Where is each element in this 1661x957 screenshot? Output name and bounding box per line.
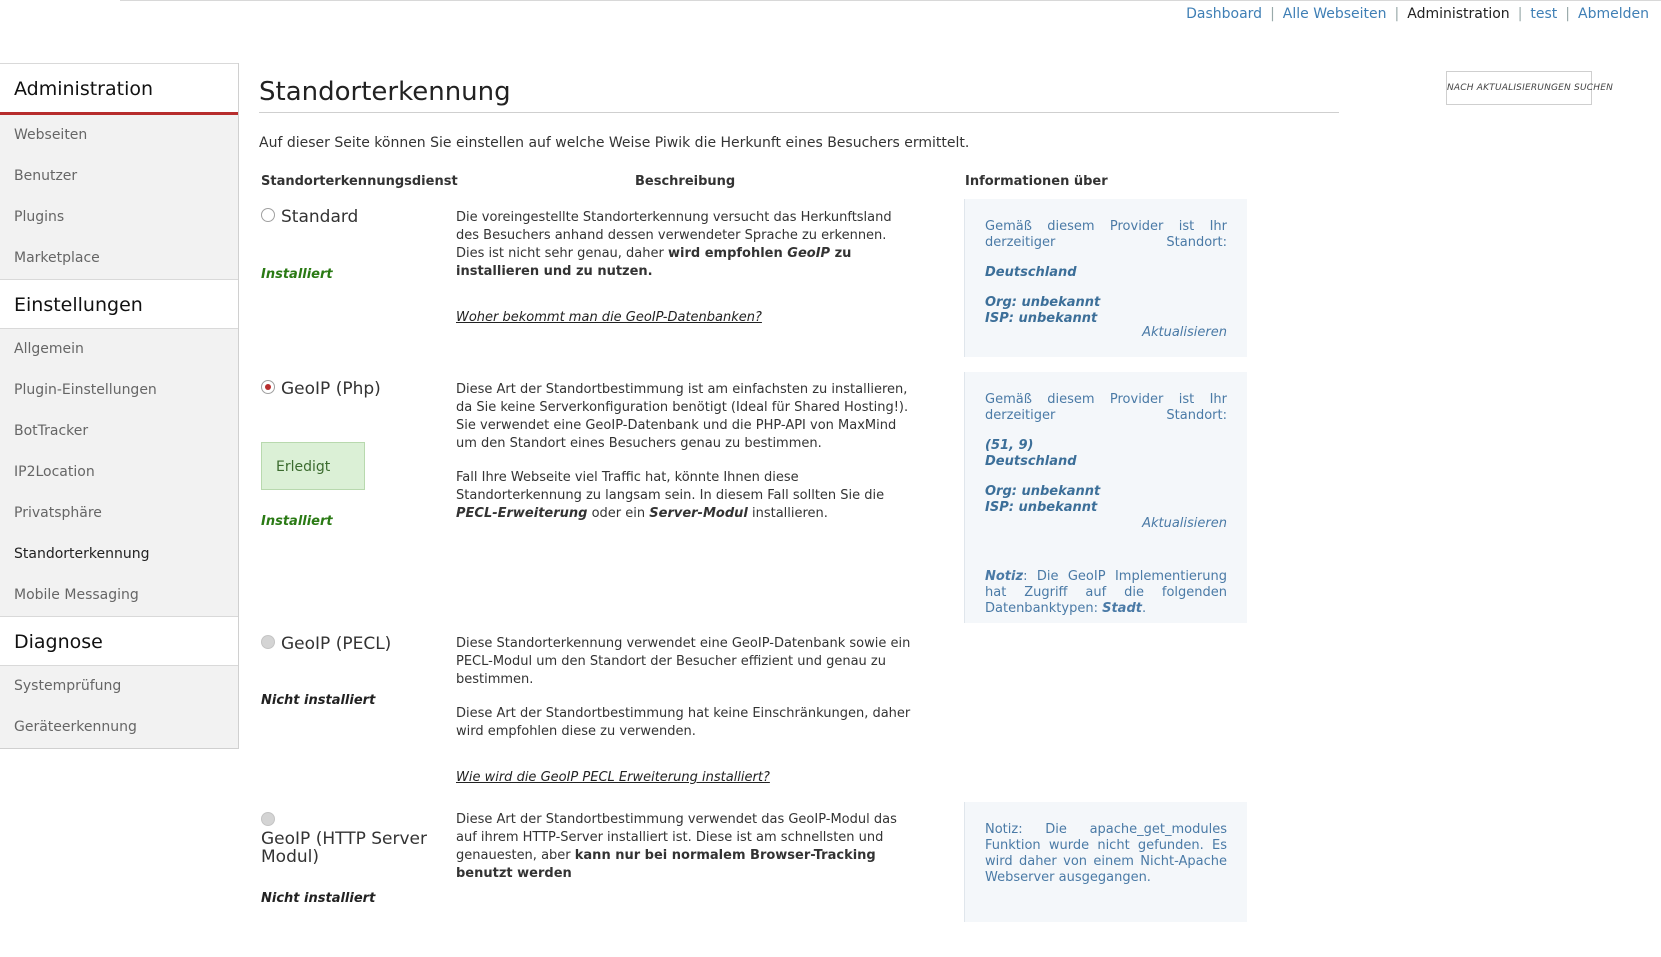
radio-geoip-pecl bbox=[261, 635, 275, 649]
info-geoip-php-country: Deutschland bbox=[985, 454, 1077, 469]
provider-geoip-server bbox=[261, 812, 431, 866]
sidebar-item-marketplace[interactable]: Marketplace bbox=[0, 238, 238, 279]
radio-geoip-server bbox=[261, 812, 275, 826]
description-geoip-php-text-1: Diese Art der Standortbestimmung ist am einfachsten zu installieren, da Sie keine Serverkonfiguration benötigt (Ideal für Shared Hosting!). Sie verwendet eine GeoIP-Datenbank und die PHP-API von MaxMind um den Standort eines Besuchers genau zu bestimmen. bbox=[456, 382, 909, 451]
geoip-pecl-install-link[interactable]: Wie wird die GeoIP PECL Erweiterung installiert? bbox=[456, 770, 770, 785]
info-geoip-php-org: Org: unbekannt bbox=[985, 484, 1101, 499]
sidebar-item-benutzer[interactable]: Benutzer bbox=[0, 156, 238, 197]
radio-geoip-php[interactable] bbox=[261, 380, 275, 394]
provider-geoip-php[interactable] bbox=[261, 379, 381, 399]
sidebar-item-systempruefung[interactable]: Systemprüfung bbox=[0, 666, 238, 707]
column-header-description: Beschreibung bbox=[635, 174, 736, 189]
column-header-info: Informationen über bbox=[965, 174, 1108, 189]
column-header-provider: Standorterkennungsdienst bbox=[261, 174, 458, 189]
nav-separator: | bbox=[1565, 6, 1571, 22]
sidebar-heading-administration[interactable]: Administration bbox=[0, 63, 238, 115]
info-standard-country: Deutschland bbox=[985, 265, 1077, 280]
sidebar-item-standorterkennung[interactable]: Standorterkennung bbox=[0, 534, 238, 575]
title-divider bbox=[259, 112, 1339, 113]
description-geoip-php bbox=[456, 381, 916, 539]
provider-standard[interactable] bbox=[261, 207, 358, 227]
provider-geoip-php-label: GeoIP (Php) bbox=[281, 379, 381, 399]
nav-logout-link[interactable]: Abmelden bbox=[1578, 6, 1649, 22]
done-button[interactable]: Erledigt bbox=[261, 442, 365, 490]
nav-administration-current: Administration bbox=[1407, 6, 1510, 22]
sidebar-item-allgemein[interactable]: Allgemein bbox=[0, 329, 238, 370]
sidebar-heading-diagnose[interactable]: Diagnose bbox=[0, 616, 238, 666]
info-geoip-php-refresh-link[interactable]: Aktualisieren bbox=[1142, 516, 1227, 531]
sidebar-item-mobile-messaging[interactable]: Mobile Messaging bbox=[0, 575, 238, 616]
nav-user-link[interactable]: test bbox=[1530, 6, 1558, 22]
provider-standard-label: Standard bbox=[281, 207, 359, 227]
sidebar-heading-einstellungen[interactable]: Einstellungen bbox=[0, 279, 238, 329]
description-geoip-pecl bbox=[456, 635, 916, 803]
description-geoip-pecl-text-1: Diese Standorterkennung verwendet eine GeoIP-Datenbank sowie ein PECL-Modul um den Standort der Besucher effizient und genau zu bestimmen. bbox=[456, 636, 911, 687]
top-navigation bbox=[1186, 6, 1649, 22]
status-geoip-server: Nicht installiert bbox=[261, 891, 376, 906]
radio-standard[interactable] bbox=[261, 208, 275, 222]
geoip-databases-link[interactable]: Woher bekommt man die GeoIP-Datenbanken? bbox=[456, 310, 762, 325]
page-title: Standorterkennung bbox=[259, 77, 511, 107]
nav-all-sites-link[interactable]: Alle Webseiten bbox=[1282, 6, 1387, 22]
sidebar-item-geraeteerkennung[interactable]: Geräteerkennung bbox=[0, 707, 238, 749]
provider-geoip-pecl bbox=[261, 634, 391, 654]
nav-separator: | bbox=[1394, 6, 1400, 22]
info-standard-org: Org: unbekannt bbox=[985, 295, 1101, 310]
check-updates-button[interactable]: NACH AKTUALISIERUNGEN SUCHEN bbox=[1446, 71, 1592, 105]
provider-geoip-pecl-label: GeoIP (PECL) bbox=[281, 634, 392, 654]
status-geoip-pecl: Nicht installiert bbox=[261, 693, 376, 708]
status-geoip-php: Installiert bbox=[261, 514, 333, 529]
description-standard-text: Die voreingestellte Standorterkennung versucht das Herkunftsland des Besuchers anhand dessen verwendeter Sprache zu erkennen. Dies ist nicht sehr genau, daher wird empfohlen GeoIP zu installieren und zu nutzen. bbox=[456, 210, 892, 279]
nav-separator: | bbox=[1517, 6, 1523, 22]
sidebar-item-webseiten[interactable]: Webseiten bbox=[0, 115, 238, 156]
sidebar-item-plugins[interactable]: Plugins bbox=[0, 197, 238, 238]
status-standard: Installiert bbox=[261, 267, 333, 282]
description-geoip-php-text-2: Fall Ihre Webseite viel Traffic hat, könnte Ihnen diese Standorterkennung zu langsam sein. In diesem Fall sollten Sie die PECL-Erweiterung oder ein Server-Modul installieren. bbox=[456, 470, 885, 521]
info-standard-isp: ISP: unbekannt bbox=[985, 311, 1098, 326]
info-standard-intro: Gemäß diesem Provider ist Ihr derzeitiger Standort: bbox=[985, 219, 1227, 250]
info-box-standard bbox=[964, 199, 1247, 357]
info-box-geoip-php bbox=[964, 372, 1247, 623]
info-geoip-server-note: Notiz: Die apache_get_modules Funktion wurde nicht gefunden. Es wird daher von einem Nicht-Apache Webserver ausgegangen. bbox=[985, 822, 1227, 885]
description-geoip-server-text: Diese Art der Standortbestimmung verwendet das GeoIP-Modul das auf ihrem HTTP-Server installiert ist. Diese ist am schnellsten und genauesten, aber kann nur bei normalem Browser-Tracking benutzt werden bbox=[456, 812, 897, 881]
provider-geoip-server-label: GeoIP (HTTP Server Modul) bbox=[261, 829, 427, 867]
description-geoip-server bbox=[456, 811, 916, 899]
info-geoip-php-coords: (51, 9) bbox=[985, 438, 1034, 453]
nav-dashboard-link[interactable]: Dashboard bbox=[1186, 6, 1263, 22]
sidebar-item-bottracker[interactable]: BotTracker bbox=[0, 411, 238, 452]
info-geoip-php-isp: ISP: unbekannt bbox=[985, 500, 1098, 515]
sidebar-menu bbox=[0, 63, 239, 749]
nav-separator: | bbox=[1270, 6, 1275, 22]
top-border bbox=[120, 0, 1661, 1]
sidebar-item-plugin-einstellungen[interactable]: Plugin-Einstellungen bbox=[0, 370, 238, 411]
info-box-geoip-server bbox=[964, 802, 1247, 922]
sidebar-item-privatsphaere[interactable]: Privatsphäre bbox=[0, 493, 238, 534]
info-standard-refresh-link[interactable]: Aktualisieren bbox=[1142, 325, 1227, 340]
description-standard bbox=[456, 209, 916, 343]
intro-text: Auf dieser Seite können Sie einstellen auf welche Weise Piwik die Herkunft eines Besuchers ermittelt. bbox=[259, 135, 970, 151]
info-geoip-php-note: Notiz: Die GeoIP Implementierung hat Zugriff auf die folgenden Datenbanktypen: Stadt. bbox=[985, 569, 1227, 616]
info-geoip-php-intro: Gemäß diesem Provider ist Ihr derzeitiger Standort: bbox=[985, 392, 1227, 423]
sidebar-item-ip2location[interactable]: IP2Location bbox=[0, 452, 238, 493]
description-geoip-pecl-text-2: Diese Art der Standortbestimmung hat keine Einschränkungen, daher wird empfohlen diese zu verwenden. bbox=[456, 706, 911, 739]
